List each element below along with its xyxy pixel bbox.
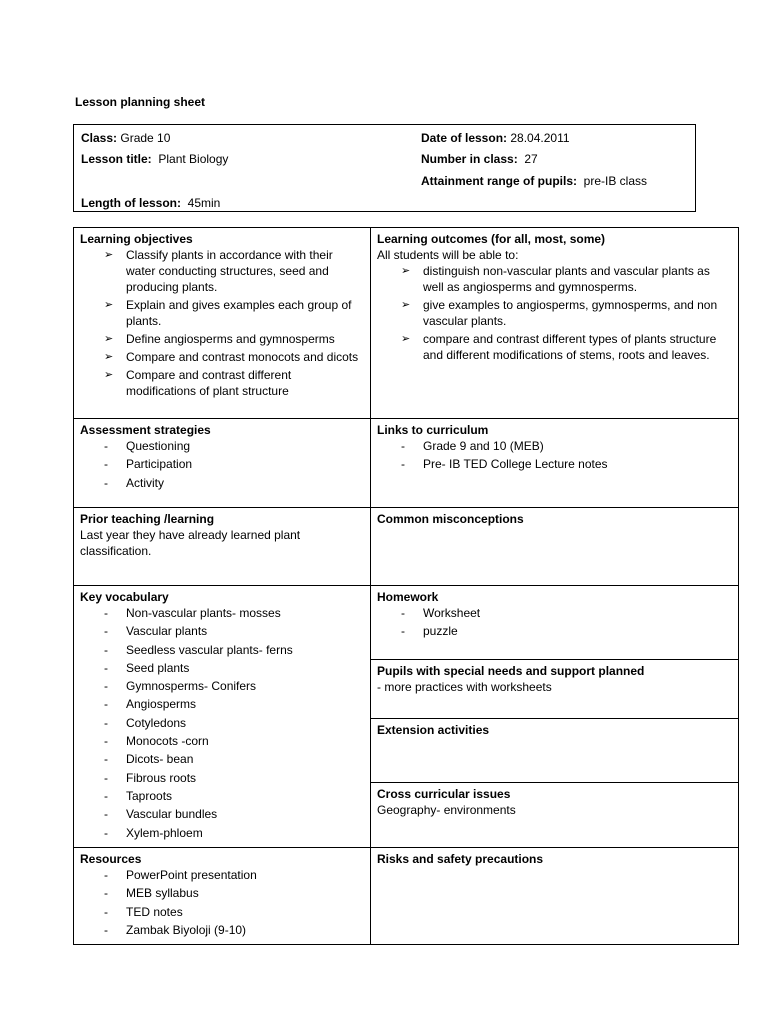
list-item: - puzzle bbox=[377, 623, 732, 641]
list-item: - Worksheet bbox=[377, 605, 732, 623]
assessment-row bbox=[74, 419, 739, 508]
learning-objectives-title: Learning objectives bbox=[80, 232, 193, 246]
date-line bbox=[421, 130, 570, 146]
number-label: Number in class: bbox=[421, 152, 518, 166]
list-item: - Questioning bbox=[80, 438, 364, 456]
special-needs-text: - more practices with worksheets bbox=[377, 680, 552, 694]
resources-title: Resources bbox=[80, 852, 142, 866]
misconceptions-title: Common misconceptions bbox=[377, 512, 524, 526]
list-item: - Pre- IB TED College Lecture notes bbox=[377, 456, 732, 474]
special-needs-cell bbox=[371, 660, 739, 719]
prior-row bbox=[74, 508, 739, 586]
length-value: 45min bbox=[187, 196, 221, 210]
vocabulary-row bbox=[74, 586, 739, 660]
vocabulary-cell bbox=[74, 586, 371, 848]
list-item: ➢ Classify plants in accordance with their water conducting structures, seed and producing plants. bbox=[80, 247, 364, 295]
date-value: 28.04.2011 bbox=[510, 131, 570, 145]
cross-curricular-text: Geography- environments bbox=[377, 803, 516, 817]
resources-row bbox=[74, 848, 739, 945]
list-item: - Activity bbox=[80, 475, 364, 493]
assessment-cell bbox=[74, 419, 371, 508]
document-title: Lesson planning sheet bbox=[75, 95, 206, 109]
learning-outcomes-list bbox=[377, 263, 732, 363]
prior-learning-title: Prior teaching /learning bbox=[80, 512, 215, 526]
list-item: - Monocots -corn bbox=[80, 733, 364, 751]
resources-list bbox=[80, 867, 364, 940]
number-value: 27 bbox=[524, 152, 538, 166]
objectives-row bbox=[74, 228, 739, 419]
lesson-header-box bbox=[73, 124, 696, 212]
lesson-title-line bbox=[81, 151, 228, 167]
list-item: ➢ Compare and contrast different modifications of plant structure bbox=[80, 367, 364, 399]
cross-curricular-title: Cross curricular issues bbox=[377, 787, 511, 801]
list-item: - Taproots bbox=[80, 788, 364, 806]
extension-cell bbox=[371, 719, 739, 783]
list-item: - Participation bbox=[80, 456, 364, 474]
assessment-title: Assessment strategies bbox=[80, 423, 211, 437]
class-label: Class: bbox=[81, 131, 118, 145]
list-item: - PowerPoint presentation bbox=[80, 867, 364, 885]
list-item: - Non-vascular plants- mosses bbox=[80, 605, 364, 623]
length-line bbox=[81, 195, 220, 211]
learning-outcomes-title: Learning outcomes (for all, most, some) bbox=[377, 232, 606, 246]
list-item: - Xylem-phloem bbox=[80, 825, 364, 843]
list-item: ➢ Compare and contrast monocots and dicots bbox=[80, 349, 364, 365]
vocabulary-list bbox=[80, 605, 364, 843]
list-item: ➢ give examples to angiosperms, gymnosperms, and non vascular plants. bbox=[377, 297, 732, 329]
vocabulary-title: Key vocabulary bbox=[80, 590, 169, 604]
list-item: ➢ Define angiosperms and gymnosperms bbox=[80, 331, 364, 347]
learning-outcomes-cell bbox=[371, 228, 739, 419]
list-item: - MEB syllabus bbox=[80, 885, 364, 903]
learning-objectives-cell bbox=[74, 228, 371, 419]
list-item: - Angiosperms bbox=[80, 696, 364, 714]
risks-title: Risks and safety precautions bbox=[377, 852, 544, 866]
list-item: ➢ distinguish non-vascular plants and vascular plants as well as angiosperms and gymnosperms. bbox=[377, 263, 732, 295]
list-item: - Cotyledons bbox=[80, 715, 364, 733]
prior-learning-cell bbox=[74, 508, 371, 586]
homework-list bbox=[377, 605, 732, 642]
list-item: - Grade 9 and 10 (MEB) bbox=[377, 438, 732, 456]
number-line bbox=[421, 151, 538, 167]
attainment-value: pre-IB class bbox=[583, 174, 648, 188]
lesson-title-label: Lesson title: bbox=[81, 152, 152, 166]
attainment-line bbox=[421, 173, 647, 189]
list-item: ➢ Explain and gives examples each group of plants. bbox=[80, 297, 364, 329]
prior-learning-text: Last year they have already learned plant classification. bbox=[80, 528, 301, 558]
extension-title: Extension activities bbox=[377, 723, 490, 737]
list-item: - Dicots- bean bbox=[80, 751, 364, 769]
list-item: - Seed plants bbox=[80, 660, 364, 678]
lesson-plan-table bbox=[73, 227, 739, 945]
special-needs-title: Pupils with special needs and support planned bbox=[377, 664, 645, 678]
list-item: ➢ compare and contrast different types of plants structure and different modifications of stems, roots and leaves. bbox=[377, 331, 732, 363]
list-item: - Vascular bundles bbox=[80, 806, 364, 824]
list-item: - Vascular plants bbox=[80, 623, 364, 641]
misconceptions-cell bbox=[371, 508, 739, 586]
lesson-title-value: Plant Biology bbox=[158, 152, 229, 166]
date-label: Date of lesson: bbox=[421, 131, 508, 145]
assessment-list bbox=[80, 438, 364, 493]
class-line bbox=[81, 130, 170, 146]
attainment-label: Attainment range of pupils: bbox=[421, 174, 577, 188]
learning-objectives-list bbox=[80, 247, 364, 399]
list-item: - TED notes bbox=[80, 904, 364, 922]
list-item: - Fibrous roots bbox=[80, 770, 364, 788]
curriculum-title: Links to curriculum bbox=[377, 423, 489, 437]
learning-outcomes-intro: All students will be able to: bbox=[377, 248, 519, 262]
homework-title: Homework bbox=[377, 590, 439, 604]
curriculum-cell bbox=[371, 419, 739, 508]
length-label: Length of lesson: bbox=[81, 196, 181, 210]
resources-cell bbox=[74, 848, 371, 945]
curriculum-list bbox=[377, 438, 732, 475]
list-item: - Zambak Biyoloji (9-10) bbox=[80, 922, 364, 940]
list-item: - Seedless vascular plants- ferns bbox=[80, 642, 364, 660]
risks-cell bbox=[371, 848, 739, 945]
list-item: - Gymnosperms- Conifers bbox=[80, 678, 364, 696]
cross-curricular-cell bbox=[371, 783, 739, 848]
class-value: Grade 10 bbox=[120, 131, 171, 145]
homework-cell bbox=[371, 586, 739, 660]
